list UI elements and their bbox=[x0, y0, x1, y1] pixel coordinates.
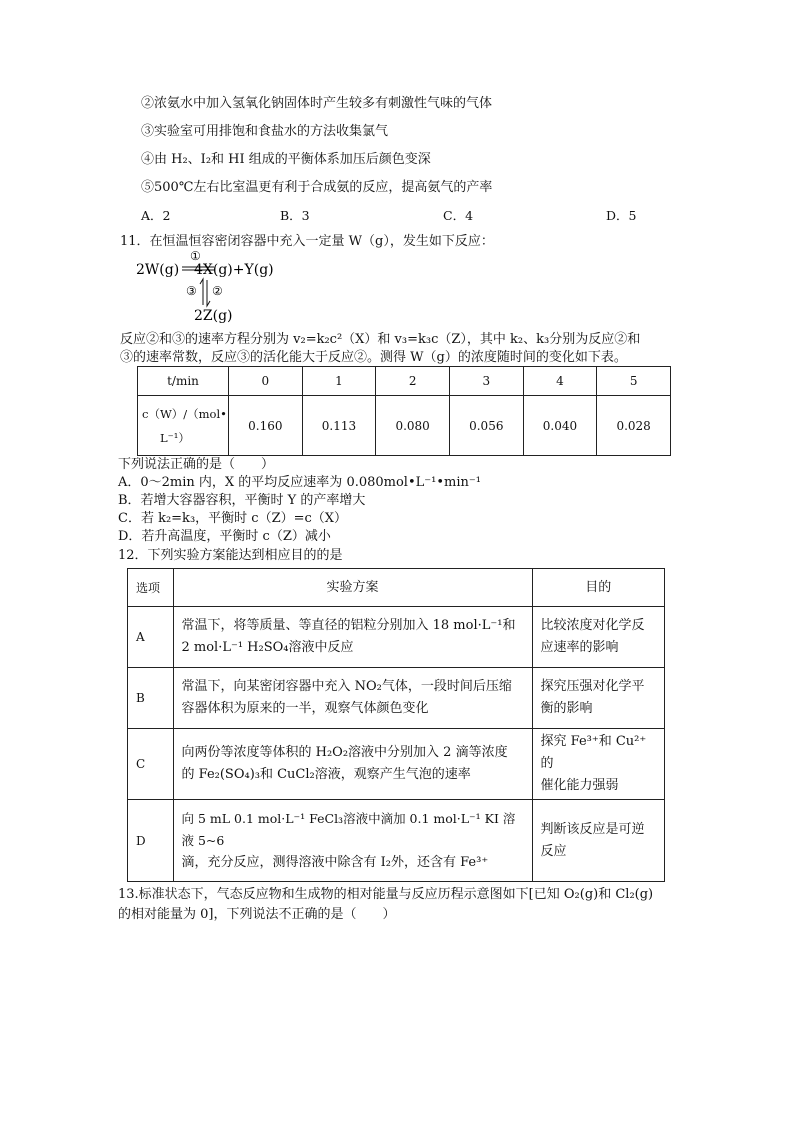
experiment-row bbox=[128, 607, 665, 668]
aim-line: 催化能力强弱 bbox=[540, 778, 619, 793]
reactant-2w: 2W(g) bbox=[136, 262, 180, 278]
q13-line2: 的相对能量为 0]，下列说法不正确的是（ ） bbox=[118, 907, 396, 922]
value-cell: 0.113 bbox=[302, 396, 376, 456]
aim-line: 探究压强对化学平 bbox=[540, 679, 645, 694]
row-label-line2: L⁻¹） bbox=[160, 430, 190, 445]
statement-2: ②浓氨水中加入氢氧化钠固体时产生较多有刺激性气味的气体 bbox=[141, 96, 493, 111]
experiment-row bbox=[128, 729, 665, 800]
row-label-concentration bbox=[138, 396, 229, 456]
option-label: A bbox=[128, 607, 174, 668]
label-reaction-3: ③ bbox=[186, 284, 197, 298]
q11-option-a: A．0～2min 内，X 的平均反应速率为 0.080mol•L⁻¹•min⁻¹ bbox=[118, 475, 481, 490]
plan-line: 的 Fe₂(SO₄)₃和 CuCl₂溶液，观察产生气泡的速率 bbox=[181, 767, 471, 782]
plan-line: 2 mol·L⁻¹ H₂SO₄溶液中反应 bbox=[181, 640, 354, 655]
aim-cell bbox=[532, 800, 665, 882]
header-plan: 实验方案 bbox=[173, 569, 532, 607]
value-cell: 0.056 bbox=[449, 396, 523, 456]
aim-line: 探究 Fe³⁺和 Cu²⁺的 bbox=[540, 734, 647, 771]
header-option: 选项 bbox=[128, 569, 174, 607]
experiment-row bbox=[128, 800, 665, 882]
table-header-row bbox=[138, 367, 671, 396]
plan-cell bbox=[173, 607, 532, 668]
aim-line: 衡的影响 bbox=[540, 701, 593, 716]
experiment-table bbox=[127, 568, 665, 882]
q10-option-d: D．5 bbox=[606, 208, 637, 223]
time-cell: 1 bbox=[302, 367, 376, 396]
time-cell: 0 bbox=[229, 367, 303, 396]
reaction-scheme-diagram bbox=[136, 248, 286, 324]
statement-3: ③实验室可用排饱和食盐水的方法收集氯气 bbox=[141, 124, 389, 139]
plan-line: 容器体积为原来的一半，观察气体颜色变化 bbox=[181, 701, 429, 716]
option-label: B bbox=[128, 668, 174, 729]
statement-5: ⑤500℃左右比室温更有利于合成氨的反应，提高氨气的产率 bbox=[141, 180, 493, 195]
q10-option-c: C．4 bbox=[443, 208, 474, 223]
q11-option-d: D．若升高温度，平衡时 c（Z）减小 bbox=[118, 529, 331, 544]
q12-stem: 12．下列实验方案能达到相应目的的是 bbox=[118, 548, 343, 563]
aim-line: 比较浓度对化学反 bbox=[540, 618, 645, 633]
plan-cell bbox=[173, 668, 532, 729]
q11-desc-line1: 反应②和③的速率方程分别为 v₂=k₂c²（X）和 v₃=k₃c（Z），其中 k₂、k₃分别为反应②和 bbox=[120, 332, 641, 347]
q11-ask: 下列说法正确的是（ ） bbox=[118, 457, 275, 472]
time-cell: 3 bbox=[449, 367, 523, 396]
experiment-row bbox=[128, 668, 665, 729]
header-aim: 目的 bbox=[532, 569, 665, 607]
label-reaction-2: ② bbox=[212, 284, 223, 298]
header-label-time: t/min bbox=[138, 367, 229, 396]
q13-line1: 13.标准状态下，气态反应物和生成物的相对能量与反应历程示意图如下[已知 O₂(g)和 Cl₂(g) bbox=[118, 887, 654, 902]
plan-cell bbox=[173, 800, 532, 882]
time-cell: 5 bbox=[597, 367, 671, 396]
q11-stem: 11．在恒温恒容密闭容器中充入一定量 W（g），发生如下反应： bbox=[120, 234, 494, 249]
value-cell: 0.028 bbox=[597, 396, 671, 456]
products-4x-y: 4X(g)+Y(g) bbox=[194, 262, 274, 278]
label-reaction-1: ① bbox=[190, 249, 201, 263]
q11-option-b: B．若增大容器容积，平衡时 Y 的产率增大 bbox=[118, 493, 366, 508]
option-label: C bbox=[128, 729, 174, 800]
plan-cell bbox=[173, 729, 532, 800]
option-label: D bbox=[128, 800, 174, 882]
arrow-up-head bbox=[200, 279, 203, 284]
plan-line: 向两份等浓度等体积的 H₂O₂溶液中分别加入 2 滴等浓度 bbox=[181, 745, 508, 760]
plan-line: 常温下，向某密闭容器中充入 NO₂气体，一段时间后压缩 bbox=[181, 679, 512, 694]
table-data-row bbox=[138, 396, 671, 456]
value-cell: 0.160 bbox=[229, 396, 303, 456]
plan-line: 向 5 mL 0.1 mol·L⁻¹ FeCl₃溶液中滴加 0.1 mol·L⁻¹ KI 溶液 5~6 bbox=[181, 810, 516, 848]
time-cell: 2 bbox=[376, 367, 450, 396]
concentration-table bbox=[137, 366, 671, 456]
aim-line: 反应 bbox=[540, 843, 567, 859]
q10-option-b: B．3 bbox=[280, 208, 310, 223]
arrow-down-head bbox=[207, 301, 210, 306]
value-cell: 0.040 bbox=[523, 396, 597, 456]
value-cell: 0.080 bbox=[376, 396, 450, 456]
statement-4: ④由 H₂、I₂和 HI 组成的平衡体系加压后颜色变深 bbox=[141, 152, 431, 167]
row-label-line1: c（W）/（mol• bbox=[142, 406, 227, 421]
aim-cell bbox=[532, 668, 665, 729]
plan-line: 常温下，将等质量、等直径的铝粒分别加入 18 mol·L⁻¹和 bbox=[181, 618, 516, 633]
q11-option-c: C．若 k₂=k₃，平衡时 c（Z）=c（X） bbox=[118, 511, 348, 526]
aim-line: 应速率的影响 bbox=[540, 640, 619, 655]
experiment-header-row bbox=[128, 569, 665, 607]
plan-line: 滴，充分反应，测得溶液中除含有 I₂外，还含有 Fe³⁺ bbox=[181, 854, 489, 870]
q10-option-a: A．2 bbox=[141, 208, 171, 223]
q11-desc-line2: ③的速率常数，反应③的活化能大于反应②。测得 W（g）的浓度随时间的变化如下表。 bbox=[120, 350, 627, 365]
product-2z: 2Z(g) bbox=[194, 308, 233, 324]
time-cell: 4 bbox=[523, 367, 597, 396]
aim-line: 判断该反应是可逆 bbox=[540, 821, 645, 837]
aim-cell bbox=[532, 607, 665, 668]
aim-cell bbox=[532, 729, 665, 800]
